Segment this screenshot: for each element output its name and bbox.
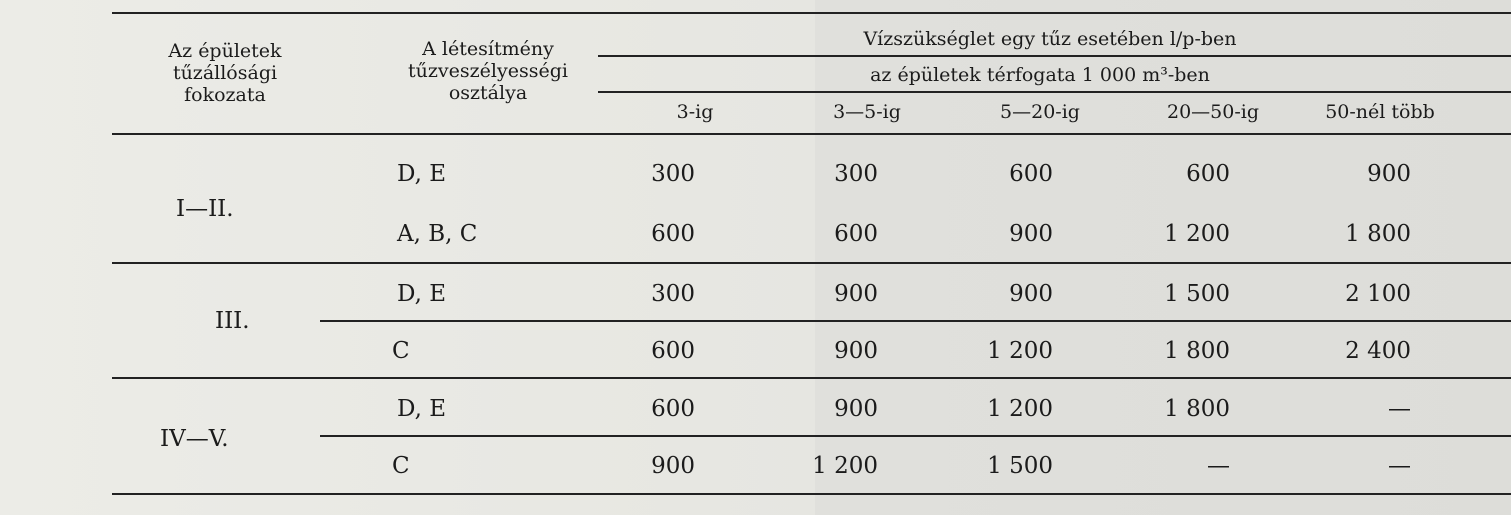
table-cell: 600 (651, 338, 695, 364)
table-cell: 2 100 (1345, 281, 1411, 307)
grade-label-1: I—II. (176, 196, 234, 222)
table-cell: 900 (651, 453, 695, 479)
row-rule-group3 (320, 435, 1511, 437)
table-cell: 900 (834, 281, 878, 307)
table-cell: 1 800 (1164, 338, 1230, 364)
table-cell: 900 (834, 396, 878, 422)
col-header-fire-hazard-line-1: A létesítmény (422, 38, 554, 60)
table-top-rule (112, 12, 1511, 14)
span-header-rule (598, 55, 1511, 57)
group-rule-1 (112, 262, 1511, 264)
table-cell: — (1388, 396, 1411, 422)
table-cell: 1 200 (1164, 221, 1230, 247)
col-header-fire-hazard-line-3: osztálya (448, 82, 528, 104)
table-cell: 600 (1009, 161, 1053, 187)
volume-col-header-3: 5—20-ig (1000, 101, 1080, 123)
table-cell: 300 (834, 161, 878, 187)
hazard-class-cell: D, E (397, 281, 447, 307)
header-bottom-rule (112, 133, 1511, 135)
table-cell: 1 800 (1345, 221, 1411, 247)
table-cell: 900 (1009, 281, 1053, 307)
hazard-class-cell: D, E (397, 161, 447, 187)
hazard-class-cell: A, B, C (397, 221, 478, 247)
table-cell: 1 500 (987, 453, 1053, 479)
subheader-rule (598, 91, 1511, 93)
hazard-class-cell: C (392, 338, 410, 364)
col-header-fire-resistance-line-3: fokozata (184, 84, 266, 106)
table-cell: 1 500 (1164, 281, 1230, 307)
col-header-fire-hazard-line-2: tűzveszélyességi (408, 60, 568, 82)
table-cell: — (1207, 453, 1230, 479)
col-header-fire-resistance (140, 40, 310, 106)
table-cell: 1 200 (987, 396, 1053, 422)
table-cell: 300 (651, 161, 695, 187)
table-cell: 1 200 (987, 338, 1053, 364)
table-cell: 600 (1186, 161, 1230, 187)
table-cell: 900 (834, 338, 878, 364)
table-cell: 900 (1009, 221, 1053, 247)
table-cell: 2 400 (1345, 338, 1411, 364)
span-header-building-volume: az épületek térfogata 1 000 m³-ben (870, 64, 1210, 86)
table-cell: 900 (1367, 161, 1411, 187)
table-cell: 300 (651, 281, 695, 307)
table-cell: 1 200 (812, 453, 878, 479)
table-bottom-rule (112, 493, 1511, 495)
col-header-fire-resistance-line-1: Az épületek (168, 40, 282, 62)
col-header-fire-hazard-class (388, 38, 588, 104)
grade-label-3: IV—V. (160, 426, 229, 452)
grade-label-2: III. (215, 308, 250, 334)
span-header-water-demand: Vízszükséglet egy tűz esetében l/p-ben (863, 28, 1237, 50)
group-rule-2 (112, 377, 1511, 379)
hazard-class-cell: D, E (397, 396, 447, 422)
row-rule-group2 (320, 320, 1511, 322)
table-cell: 1 800 (1164, 396, 1230, 422)
col-header-fire-resistance-line-2: tűzállósági (172, 62, 278, 84)
table-cell: 600 (834, 221, 878, 247)
table-cell: 600 (651, 221, 695, 247)
volume-col-header-4: 20—50-ig (1166, 101, 1259, 123)
hazard-class-cell: C (392, 453, 410, 479)
volume-col-header-2: 3—5-ig (833, 101, 901, 123)
table-cell: — (1388, 453, 1411, 479)
volume-col-header-5: 50-nél több (1325, 101, 1435, 123)
volume-col-header-1: 3-ig (676, 101, 714, 123)
table-cell: 600 (651, 396, 695, 422)
